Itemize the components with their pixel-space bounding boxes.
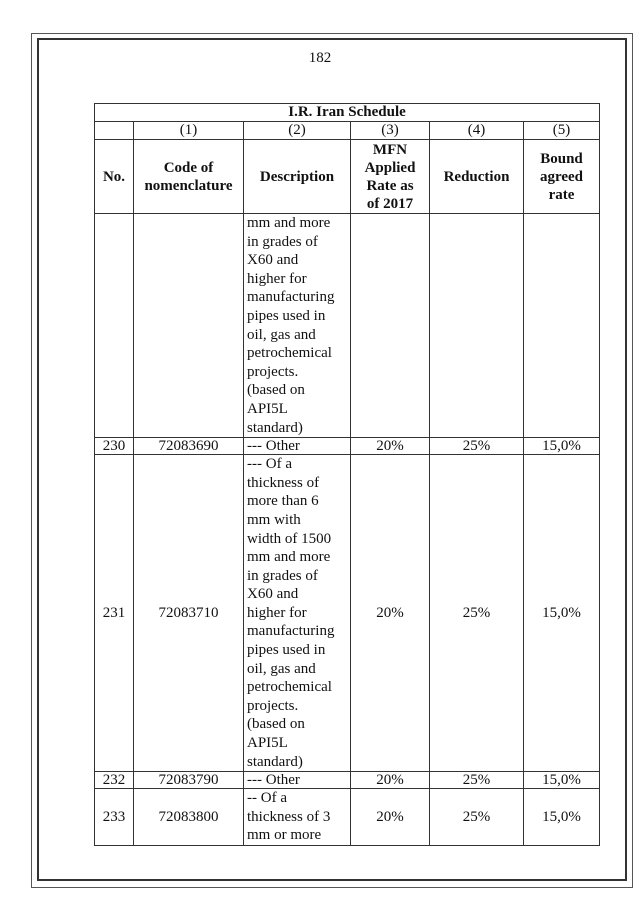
header-mfn-rate: MFN Applied Rate as of 2017 bbox=[351, 140, 430, 214]
header-no: No. bbox=[95, 140, 134, 214]
cell-description: --- Other bbox=[244, 772, 351, 789]
column-number: (3) bbox=[351, 122, 430, 140]
cell-mfn bbox=[351, 214, 430, 438]
cell-bound bbox=[524, 214, 600, 438]
cell-reduction: 25% bbox=[430, 455, 524, 772]
cell-mfn: 20% bbox=[351, 455, 430, 772]
column-number: (2) bbox=[244, 122, 351, 140]
column-number-blank bbox=[95, 122, 134, 140]
cell-code: 72083800 bbox=[134, 789, 244, 846]
table-row bbox=[95, 789, 600, 846]
cell-description: --- Of a thickness of more than 6 mm with width of 1500 mm and more in grades of X60 and higher for manufacturing pipes used in oil, gas and petrochemical projects. (based on API5L standard) bbox=[244, 455, 351, 772]
cell-description: mm and more in grades of X60 and higher for manufacturing pipes used in oil, gas and petrochemical projects. (based on API5L standard) bbox=[244, 214, 351, 438]
cell-description: -- Of a thickness of 3 mm or more bbox=[244, 789, 351, 846]
table-row bbox=[95, 455, 600, 772]
cell-bound: 15,0% bbox=[524, 455, 600, 772]
cell-no: 231 bbox=[95, 455, 134, 772]
page-number: 182 bbox=[308, 50, 332, 66]
cell-reduction: 25% bbox=[430, 772, 524, 789]
column-number-row bbox=[95, 122, 600, 140]
header-reduction: Reduction bbox=[430, 140, 524, 214]
table-row bbox=[95, 772, 600, 789]
header-code: Code of nomenclature bbox=[134, 140, 244, 214]
cell-code: 72083790 bbox=[134, 772, 244, 789]
header-description: Description bbox=[244, 140, 351, 214]
cell-mfn: 20% bbox=[351, 772, 430, 789]
cell-code bbox=[134, 214, 244, 438]
cell-reduction: 25% bbox=[430, 789, 524, 846]
cell-reduction bbox=[430, 214, 524, 438]
cell-description: --- Other bbox=[244, 438, 351, 455]
cell-mfn: 20% bbox=[351, 438, 430, 455]
header-row bbox=[95, 140, 600, 214]
header-bound-rate: Bound agreed rate bbox=[524, 140, 600, 214]
cell-reduction: 25% bbox=[430, 438, 524, 455]
table-title: I.R. Iran Schedule bbox=[95, 104, 600, 122]
cell-bound: 15,0% bbox=[524, 789, 600, 846]
cell-bound: 15,0% bbox=[524, 772, 600, 789]
schedule-table bbox=[94, 103, 600, 846]
cell-code: 72083710 bbox=[134, 455, 244, 772]
cell-no: 232 bbox=[95, 772, 134, 789]
cell-no: 233 bbox=[95, 789, 134, 846]
cell-mfn: 20% bbox=[351, 789, 430, 846]
column-number: (5) bbox=[524, 122, 600, 140]
cell-no bbox=[95, 214, 134, 438]
table-row-continued bbox=[95, 214, 600, 438]
cell-no: 230 bbox=[95, 438, 134, 455]
column-number: (4) bbox=[430, 122, 524, 140]
cell-bound: 15,0% bbox=[524, 438, 600, 455]
table-title-row bbox=[95, 104, 600, 122]
cell-code: 72083690 bbox=[134, 438, 244, 455]
table-row bbox=[95, 438, 600, 455]
column-number: (1) bbox=[134, 122, 244, 140]
